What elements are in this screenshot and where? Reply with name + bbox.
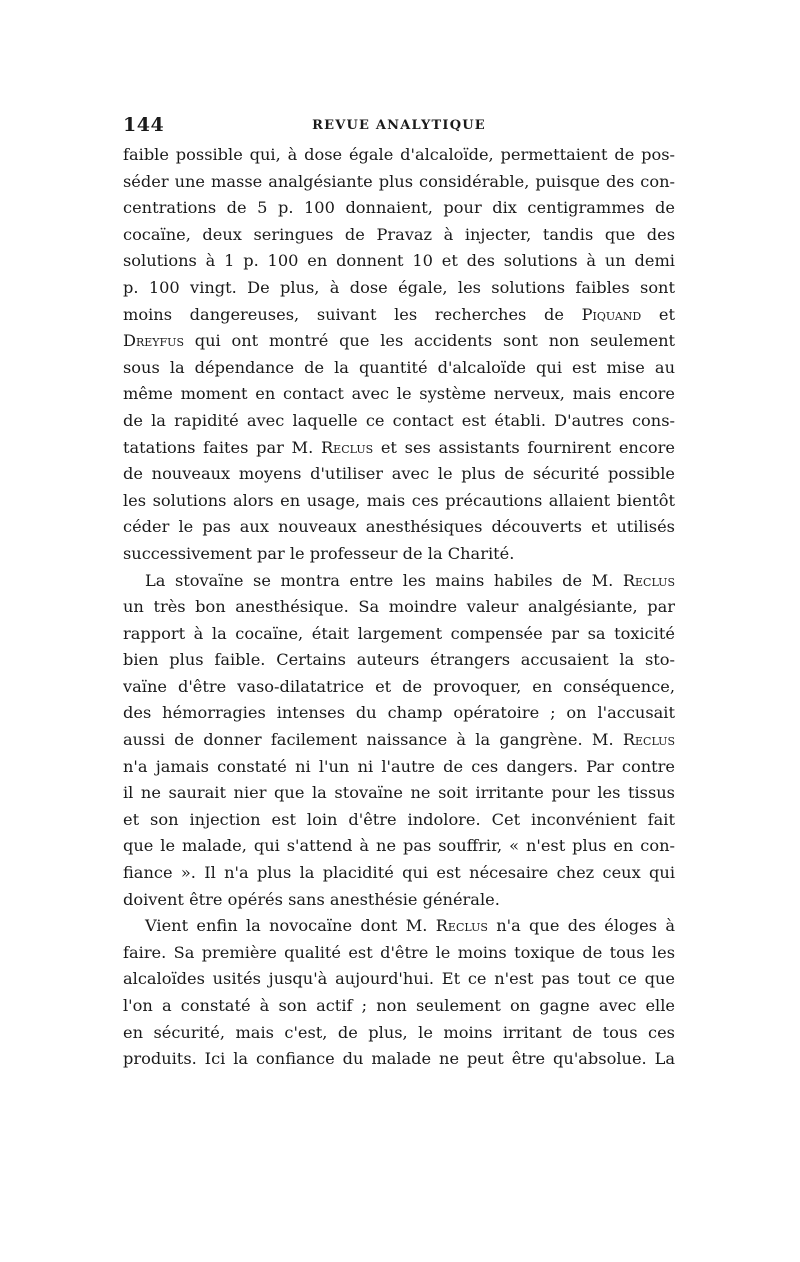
text-line bbox=[123, 594, 675, 621]
text-line bbox=[123, 355, 675, 382]
text-segment: p. 100 vingt. De plus, à dose égale, les solutions faibles sont bbox=[123, 277, 675, 297]
body-text bbox=[123, 142, 675, 1073]
text-segment: vaïne d'être vaso-dilatatrice et de provoquer, en conséquence, bbox=[123, 676, 675, 696]
text-line bbox=[123, 275, 675, 302]
page-header bbox=[123, 114, 675, 142]
text-segment: moins dangereuses, suivant les recherches de bbox=[123, 304, 582, 324]
text-line bbox=[123, 408, 675, 435]
text-line bbox=[123, 833, 675, 860]
text-segment: et son injection est loin d'être indolore. Cet inconvénient fait bbox=[123, 809, 675, 829]
text-line bbox=[123, 913, 675, 940]
text-segment: La stovaïne se montra entre les mains habiles de M. bbox=[145, 570, 623, 590]
text-line bbox=[123, 514, 675, 541]
text-line bbox=[123, 195, 675, 222]
text-line bbox=[123, 169, 675, 196]
text-segment: fiance ». Il n'a plus la placidité qui est nécesaire chez ceux qui bbox=[123, 863, 675, 883]
text-line bbox=[123, 222, 675, 249]
text-segment: aussi de donner facilement naissance à la gangrène. M. bbox=[123, 730, 623, 750]
author-name: Reclus bbox=[435, 916, 488, 936]
text-segment: faire. Sa première qualité est d'être le moins toxique de tous les bbox=[123, 942, 675, 962]
author-name: Reclus bbox=[622, 730, 675, 750]
text-line bbox=[123, 381, 675, 408]
text-segment: successivement par le professeur de la Charité. bbox=[123, 543, 515, 563]
text-segment: rapport à la cocaïne, était largement compensée par sa toxicité bbox=[123, 623, 675, 643]
text-segment: les solutions alors en usage, mais ces précautions allaient bientôt bbox=[123, 490, 675, 510]
text-line bbox=[123, 966, 675, 993]
text-line bbox=[123, 860, 675, 887]
text-line bbox=[123, 461, 675, 488]
text-line bbox=[123, 435, 675, 462]
text-line bbox=[123, 1020, 675, 1047]
text-segment: de la rapidité avec laquelle ce contact est établi. D'autres cons- bbox=[123, 410, 675, 430]
text-segment: bien plus faible. Certains auteurs étrangers accusaient la sto- bbox=[123, 650, 675, 670]
text-line bbox=[123, 302, 675, 329]
author-name: Piquand bbox=[581, 304, 642, 324]
text-line bbox=[123, 647, 675, 674]
running-title: REVUE ANALYTIQUE bbox=[312, 118, 486, 133]
text-segment: céder le pas aux nouveaux anesthésiques découverts et utilisés bbox=[123, 517, 675, 537]
text-line bbox=[123, 1046, 675, 1073]
author-name: Reclus bbox=[320, 437, 374, 457]
text-segment: n'a jamais constaté ni l'un ni l'autre de ces dangers. Par contre bbox=[123, 756, 675, 776]
text-segment: et bbox=[641, 304, 675, 324]
text-segment: des hémorragies intenses du champ opératoire ; on l'accusait bbox=[123, 703, 675, 723]
text-segment: doivent être opérés sans anesthésie générale. bbox=[123, 889, 500, 909]
text-line bbox=[123, 541, 675, 568]
text-segment: tatations faites par M. bbox=[123, 437, 321, 457]
text-line bbox=[123, 568, 675, 595]
text-line bbox=[123, 807, 675, 834]
text-segment: n'a que des éloges à bbox=[487, 916, 675, 936]
text-line bbox=[123, 142, 675, 169]
author-name: Reclus bbox=[622, 570, 675, 590]
text-line bbox=[123, 887, 675, 914]
book-page bbox=[123, 114, 675, 1073]
text-line bbox=[123, 993, 675, 1020]
text-segment: qui ont montré que les accidents sont non seulement bbox=[184, 331, 675, 351]
text-segment: Vient enfin la novocaïne dont M. bbox=[145, 916, 436, 936]
text-line bbox=[123, 754, 675, 781]
text-segment: et ses assistants fournirent encore bbox=[373, 437, 675, 457]
text-line bbox=[123, 780, 675, 807]
text-line bbox=[123, 248, 675, 275]
text-segment: faible possible qui, à dose égale d'alcaloïde, permettaient de pos- bbox=[123, 145, 675, 164]
text-segment: alcaloïdes usités jusqu'à aujourd'hui. Et ce n'est pas tout ce que bbox=[123, 969, 675, 989]
text-line bbox=[123, 621, 675, 648]
text-segment: centrations de 5 p. 100 donnaient, pour dix centigrammes de bbox=[123, 198, 675, 218]
text-segment: un très bon anesthésique. Sa moindre valeur analgésiante, par bbox=[123, 597, 675, 617]
text-segment: l'on a constaté à son actif ; non seulement on gagne avec elle bbox=[123, 996, 675, 1015]
text-segment: produits. Ici la confiance du malade ne peut être qu'absolue. La bbox=[123, 1049, 675, 1069]
text-segment: en sécurité, mais c'est, de plus, le moins irritant de tous ces bbox=[123, 1022, 675, 1042]
text-segment: de nouveaux moyens d'utiliser avec le plus de sécurité possible bbox=[123, 464, 675, 484]
text-segment: sous la dépendance de la quantité d'alcaloïde qui est mise au bbox=[123, 357, 675, 377]
text-line bbox=[123, 727, 675, 754]
text-segment: solutions à 1 p. 100 en donnent 10 et des solutions à un demi bbox=[123, 251, 675, 271]
text-line bbox=[123, 488, 675, 515]
text-segment: il ne saurait nier que la stovaïne ne soit irritante pour les tissus bbox=[123, 783, 675, 803]
page-number: 144 bbox=[123, 114, 165, 136]
text-line bbox=[123, 328, 675, 355]
text-segment: séder une masse analgésiante plus considérable, puisque des con- bbox=[123, 171, 675, 191]
text-segment: même moment en contact avec le système nerveux, mais encore bbox=[123, 384, 675, 404]
text-line bbox=[123, 674, 675, 701]
text-line bbox=[123, 940, 675, 967]
text-line bbox=[123, 700, 675, 727]
author-name: Dreyfus bbox=[123, 331, 184, 351]
text-segment: que le malade, qui s'attend à ne pas souffrir, « n'est plus en con- bbox=[123, 836, 675, 856]
text-segment: cocaïne, deux seringues de Pravaz à injecter, tandis que des bbox=[123, 224, 675, 244]
